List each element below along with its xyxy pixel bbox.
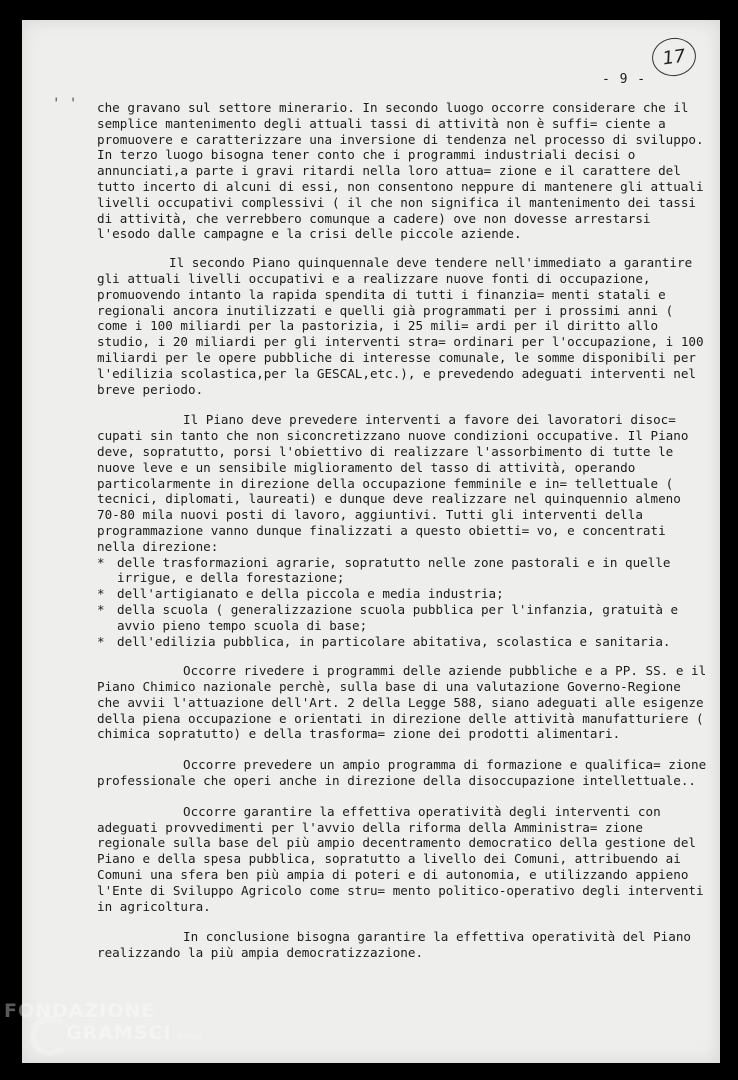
watermark-logo-icon (30, 1016, 70, 1056)
watermark-line-2-text: GRAMSCI (66, 1022, 172, 1044)
bullet-star: * (97, 633, 105, 649)
list-item-text: dell'artigianato e della piccola e media industria; (117, 586, 504, 602)
margin-mark: ' ' (52, 96, 78, 112)
bullet-star: * (97, 601, 105, 617)
paragraph-3: Il Piano deve prevedere interventi a favore dei lavoratori disoc= cupati sin tanto che non siconcretizzano nuove condizioni occupative. Il Piano deve, sopratutto, porsi l'obiettivo di realizzare l'assorbimento di tutte le nuove leve e un sensibile miglioramento del tasso di attività, operando particolarmente in direzione della occupazione femminile e in= tellettuale ( tecnici, diplomati, laureati) e dunque deve realizzare nel quinquennio almeno 70-80 mila nuovi posti di lavoro, aggiuntivi. Tutti gli interventi della programmazione vanno dunque finalizzati a questo obietti= vo, e concentrati nella direzione: (97, 412, 696, 554)
list-item-text: dell'edilizia pubblica, in particolare abitativa, scolastica e sanitaria. (117, 633, 671, 649)
paragraph-6: Occorre garantire la effettiva operatività degli interventi con adeguati provvedimenti per l'avvio della riforma della Amministra= zione regionale sulla base del più ampio decentramento democratico della gestione del Piano e della spesa pubblica, sopratutto a livello dei Comuni, attribuendo ai Comuni una sfera ben più ampia di poteri e di autonomia, e utilizzando appieno l'Ente di Sviluppo Agricolo come stru= mento politico-operativo degli interventi in agricoltura. (97, 803, 712, 914)
archive-page-number-circled: 17 (650, 35, 699, 79)
page-number: - 9 - (602, 72, 647, 87)
list-item-text: della scuola ( generalizzazione scuola pubblica per l'infanzia, gratuità e avvio pieno tempo scuola di base; (117, 601, 686, 633)
paragraph-5: Occorre prevedere un ampio programma di formazione e qualifica= zione professionale che operi anche in direzione della disoccupazione intellettuale.. (97, 757, 714, 789)
list-item (97, 634, 707, 650)
bullet-list (97, 555, 707, 650)
fondazione-gramsci-watermark (4, 1000, 202, 1048)
paragraph-1: che gravano sul settore minerario. In secondo luogo occorre considerare che il semplice mantenimento degli attuali tassi di attività non è suffi= ciente a promuovere e caratterizzare una inversione di tendenza nel processo di sviluppo. In terzo luogo bisogna tener conto che i programmi industriali decisi o annunciati,a parte i gravi ritardi nella loro attua= zione e il carattere del tutto incerto di alcuni di essi, non consentono neppure di mantenere gli attuali livelli occupativi complessivi ( il che non significa il mantenimento dei tassi di attività, che verrebbero comunque a cadere) ove non dovesse arrestarsi l'esodo dalle campagne e la crisi delle piccole aziende. (97, 100, 712, 242)
list-item (97, 555, 707, 587)
watermark-line-1: FONDAZIONE (4, 1000, 156, 1022)
bullet-star: * (97, 586, 105, 602)
document-body (97, 100, 714, 976)
watermark-suffix: onlus (177, 1032, 202, 1042)
paragraph-4: Occorre rivedere i programmi delle aziende pubbliche e a PP. SS. e il Piano Chimico nazionale perchè, sulla base di una valutazione Governo-Regione che avvii l'attuazione dell'Art. 2 della Legge 588, siano adeguati alle esigenze della piena occupazione e orientati in direzione delle attività manufatturiere ( chimica sopratutto) e della trasforma= zione dei prodotti alimentari. (97, 663, 714, 742)
list-item (97, 586, 707, 602)
bullet-star: * (97, 554, 105, 570)
paragraph-7: In conclusione bisogna garantire la effettiva operatività del Piano realizzando la più ampia democratizzazione. (97, 929, 699, 961)
watermark-line-2 (4, 1022, 202, 1048)
paragraph-2: Il secondo Piano quinquennale deve tendere nell'immediato a garantire gli attuali livelli occupativi e a realizzare nuove fonti di occupazione, promuovendo intanto la rapida spendita di tutti i finanzia= menti statali e regionali ancora inutilizzati e quelli già programmati per i prossimi anni ( come i 100 miliardi per la pastorizia, i 25 mili= ardi per il diritto allo studio, i 20 miliardi per gli interventi stra= ordinari per l'occupazione, i 100 miliardi per le opere pubbliche di interesse comunale, le somme disponibili per l'edilizia scolastica,per la GESCAL,etc.), e prevedendo adeguati interventi nel breve periodo. (97, 255, 712, 397)
list-item (97, 602, 707, 634)
document-page (22, 20, 720, 1063)
list-item-text: delle trasformazioni agrarie, sopratutto nelle zone pastorali e in quelle irrigue, e della forestazione; (117, 554, 679, 586)
